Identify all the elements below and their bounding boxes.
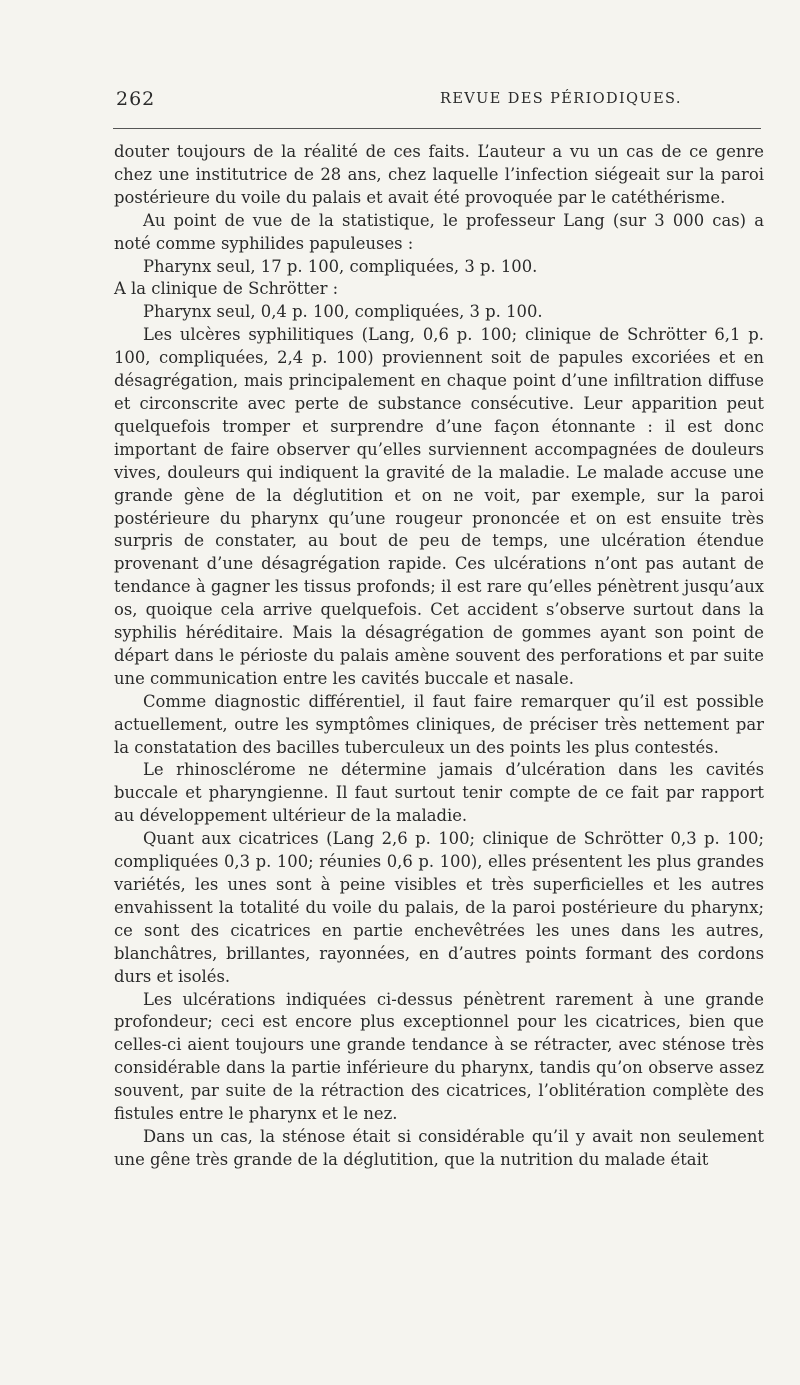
- paragraph: Les ulcérations indiquées ci-dessus pénètrent rarement à une grande profondeur; ceci est encore plus exceptionnel pour les cicatrices, bien que celles-ci aient toujours une grande tendance à se rétracter, avec sténose très considérable dans la partie inférieure du pharynx, tandis qu’on observe assez souvent, par suite de la rétraction des cicatrices, l’oblitération complète des fistules entre le pharynx et le nez.: [114, 989, 764, 1124]
- page-header: [110, 88, 762, 112]
- paragraph: douter toujours de la réalité de ces faits. L’auteur a vu un cas de ce genre chez une institutrice de 28 ans, chez laquelle l’infection siégeait sur la paroi postérieure du voile du palais et avait été provoquée par le catéthérisme.: [114, 142, 764, 207]
- running-title: REVUE DES PÉRIODIQUES.: [440, 91, 682, 107]
- paragraph: Au point de vue de la statistique, le professeur Lang (sur 3 000 cas) a noté comme syphilides papuleuses :: [114, 210, 764, 253]
- paragraph: Dans un cas, la sténose était si considérable qu’il y avait non seulement une gêne très grande de la déglutition, que la nutrition du malade était: [114, 1126, 764, 1169]
- page-number: 262: [116, 88, 156, 110]
- paragraph: Comme diagnostic différentiel, il faut faire remarquer qu’il est possible actuellement, outre les symptômes cliniques, de préciser très nettement par la constatation des bacilles tuberculeux un des points les plus contestés.: [114, 691, 764, 757]
- header-rule: [113, 128, 761, 129]
- body-text: [114, 141, 764, 1172]
- paragraph: A la clinique de Schrötter :: [114, 279, 339, 299]
- statistic-line: Pharynx seul, 17 p. 100, compliquées, 3 p. 100.: [143, 256, 538, 276]
- paragraph: Le rhinosclérome ne détermine jamais d’ulcération dans les cavités buccale et pharyngienne. Il faut surtout tenir compte de ce fait par rapport au développement ultérieur de la maladie.: [114, 760, 764, 826]
- paragraph: Les ulcères syphilitiques (Lang, 0,6 p. 100; clinique de Schrötter 6,1 p. 100, compliquées, 2,4 p. 100) proviennent soit de papules excoriées et en désagrégation, mais principalement en chaque point d’une infiltration diffuse et circonscrite avec perte de substance consécutive. Leur apparition peut quelquefois tromper et surprendre d’une façon étonnante : il est donc important de faire observer qu’elles surviennent accompagnées de douleurs vives, douleurs qui indiquent la gravité de la maladie. Le malade accuse une grande gène de la déglutition et on ne voit, par exemple, sur la paroi postérieure du pharynx qu’une rougeur prononcée et on est ensuite très surpris de constater, au bout de peu de temps, une ulcération étendue provenant d’une désagrégation rapide. Ces ulcérations n’ont pas autant de tendance à gagner les tissus profonds; il est rare qu’elles pénètrent jusqu’aux os, quoique cela arrive quelquefois. Cet accident s’observe surtout dans la syphilis héréditaire. Mais la désagrégation de gommes ayant son point de départ dans le périoste du palais amène souvent des perforations et par suite une communication entre les cavités buccale et nasale.: [114, 325, 764, 688]
- paragraph: Quant aux cicatrices (Lang 2,6 p. 100; clinique de Schrötter 0,3 p. 100; compliquées 0,3 p. 100; réunies 0,6 p. 100), elles présentent les plus grandes variétés, les unes sont à peine visibles et très superficielles et les autres envahissent la totalité du voile du palais, de la paroi postérieure du pharynx; ce sont des cicatrices en partie enchevêtrées les unes dans les autres, blanchâtres, brillantes, rayonnées, en d’autres points formant des cordons durs et isolés.: [114, 829, 764, 986]
- statistic-line: Pharynx seul, 0,4 p. 100, compliquées, 3 p. 100.: [143, 302, 543, 322]
